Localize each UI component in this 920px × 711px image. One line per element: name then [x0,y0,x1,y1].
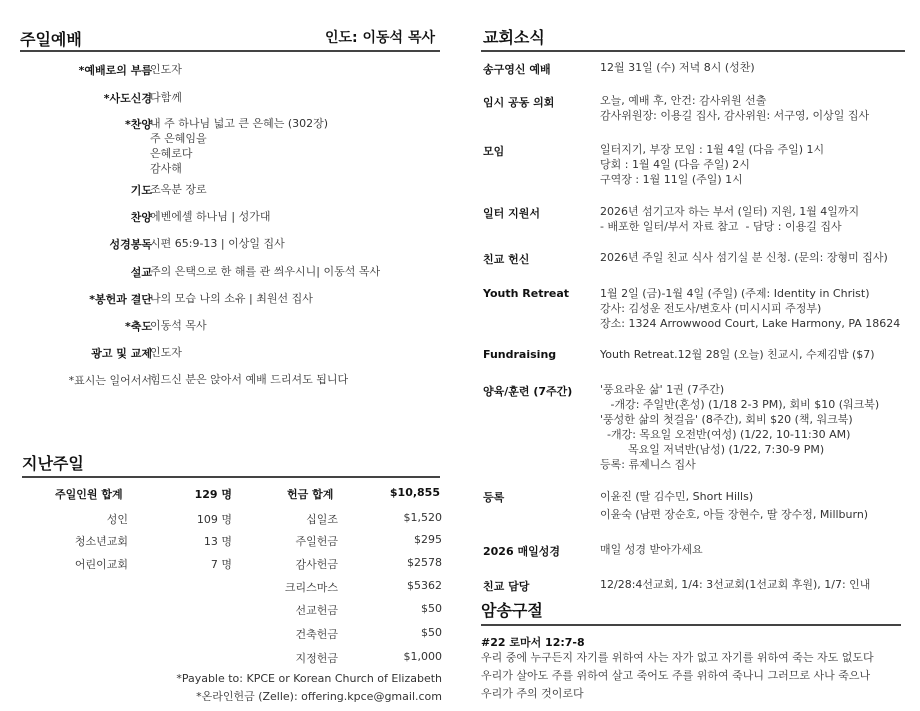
attendance-label: 성인 [106,513,128,526]
news-item-value: '풍요라운 삶' 1권 (7주간) -개강: 주일반(혼성) (1/18 2-3 PM), 회비 $10 (워크북) '풍성한 삶의 첫걸음' (8주간), 회비 $20 (책, 워크북) -개강: 목요일 오전반(여성) (1/22, 10-11:30 AM) 목요일 저녁반(남성) (1/22, 7:30-9 PM) 등록: 류제니스 집사 [600,383,880,471]
worship-leader: 인도: 이동석 목사 [324,30,435,46]
news-item-label: 등록 [483,491,505,504]
news-item-value: 매일 성경 받아가세요 [600,543,703,556]
verse-title: 암송구절 [481,601,543,620]
worship-item-value: 내 주 하나님 넓고 큰 은혜는 (302장) 주 은혜임을 은혜로다 감사해 [150,117,329,175]
news-item-value: 1월 2일 (금)-1월 4일 (주일) (주제: Identity in Christ) 강사: 김성운 전도사/변호사 (미시시피 주정부) 장소: 1324 Arrowwood Court, Lake Harmony, PA 18624 [600,287,901,330]
last-week-rule [22,476,440,478]
worship-item-label: *봉헌과 결단 [89,293,152,306]
offering-total-label: 헌금 합계 [287,488,334,501]
attendance-label: 어린이교회 [74,558,128,571]
offering-value: $5362 [407,579,442,592]
worship-item-value: 에벤에셀 하나님 | 성가대 [150,210,271,223]
attendance-value: 109 명 [196,513,232,526]
zelle-note: *온라인헌금 (Zelle): offering.kpce@gmail.com [196,690,442,703]
offering-label: 건축헌금 [295,628,338,641]
news-rule [481,50,905,52]
worship-item-label: *사도신경 [103,92,152,105]
worship-item-label: *예배로의 부름 [78,64,152,77]
worship-item-label: *찬양 [124,118,152,131]
offering-label: 주일헌금 [295,535,338,548]
news-item-value: 이윤진 (딸 김수민, Short Hills) 이윤숙 (남편 장순호, 아들 장현수, 딸 장수정, Millburn) [600,490,869,521]
worship-note-value: 힘드신 분은 앉아서 예배 드리셔도 됩니다 [150,373,349,386]
news-item-value: 오늘, 예배 후, 안건: 감사위원 선출 감사위원장: 이용길 집사, 감사위원: 서구영, 이상일 집사 [600,94,870,122]
offering-label: 십일조 [306,513,338,526]
news-item-label: 송구영신 예배 [483,63,551,76]
verse-reference: #22 로마서 12:7-8 [481,636,585,649]
offering-value: $295 [414,533,442,546]
offering-value: $1,520 [403,511,442,524]
attendance-total-value: 129 명 [194,488,232,501]
news-item-label: 모임 [483,145,505,158]
news-item-label: 2026 매일성경 [483,545,560,558]
news-item-label: Fundraising [483,348,557,361]
news-item-value: 2026년 섬기고자 하는 부서 (일터) 지원, 1월 4일까지 - 배포한 일터/부서 자료 참고 - 담당 : 이용길 집사 [600,205,860,233]
offering-value: $1,000 [403,650,442,663]
news-item-label: 양육/훈련 (7주간) [483,385,573,398]
worship-item-value: 인도자 [150,346,182,359]
news-item-label: 친교 헌신 [483,253,530,266]
attendance-total-label: 주일인원 합계 [55,488,123,501]
worship-item-value: 조옥분 장로 [150,183,207,196]
worship-title: 주일예배 [20,30,82,49]
worship-item-value: 인도자 [150,63,182,76]
news-item-value: 일터지기, 부장 모임 : 1월 4일 (다음 주일) 1시 당회 : 1월 4일 (다음 주일) 2시 구역장 : 1월 11일 (주일) 1시 [600,143,825,186]
offering-label: 선교헌금 [295,604,338,617]
attendance-value: 13 명 [203,535,232,548]
worship-item-label: *축도 [124,320,152,333]
payable-note: *Payable to: KPCE or Korean Church of Elizabeth [176,672,442,685]
verse-text: 우리 중에 누구든지 자기를 위하여 사는 자가 없고 자기를 위하여 죽는 자도 없도다 우리가 살아도 주를 위하여 살고 죽어도 주를 위하여 죽나니 그러므로 사나 죽으나 우리가 주의 것이로다 [481,651,874,700]
worship-item-value: 나의 모습 나의 소유 | 최원선 집사 [150,292,313,305]
last-week-title: 지난주일 [22,454,84,473]
offering-value: $50 [421,602,442,615]
worship-rule [20,50,440,52]
news-title: 교회소식 [483,28,545,47]
offering-label: 감사헌금 [295,558,338,571]
worship-item-value: 시편 65:9-13 | 이상일 집사 [150,237,285,250]
offering-label: 크리스마스 [284,581,338,594]
offering-total-value: $10,855 [389,486,440,499]
news-item-label: 일터 지원서 [483,207,540,220]
news-item-label: 임시 공동 의회 [483,96,555,109]
worship-item-label: 성경봉독 [109,238,152,251]
worship-item-label: 기도 [130,184,152,197]
news-item-value: 2026년 주일 친교 식사 섬기실 분 신청. (문의: 장형미 집사) [600,251,888,264]
worship-item-label: 찬양 [130,211,152,224]
worship-item-value: 이동석 목사 [150,319,207,332]
news-item-value: 12/28:4선교회, 1/4: 3선교회(1선교회 후원), 1/7: 인내 [600,578,871,591]
verse-rule [481,624,901,626]
news-item-value: Youth Retreat.12월 28일 (오늘) 친교시, 수제김밥 ($7) [600,348,875,361]
worship-note-label: *표시는 일어서서 [68,374,152,387]
offering-label: 지정헌금 [295,652,338,665]
worship-item-label: 광고 및 교제 [91,347,152,360]
news-item-label: Youth Retreat [483,287,570,300]
attendance-label: 청소년교회 [74,535,128,548]
worship-item-value: 다함께 [150,91,182,104]
worship-item-value: 주의 은택으로 한 해를 관 씌우시니| 이동석 목사 [150,265,381,278]
offering-value: $2578 [407,556,442,569]
news-item-value: 12월 31일 (수) 저녁 8시 (성찬) [600,61,755,74]
worship-item-label: 설교 [130,266,152,279]
news-item-label: 친교 담당 [483,580,530,593]
offering-value: $50 [421,626,442,639]
attendance-value: 7 명 [210,558,232,571]
